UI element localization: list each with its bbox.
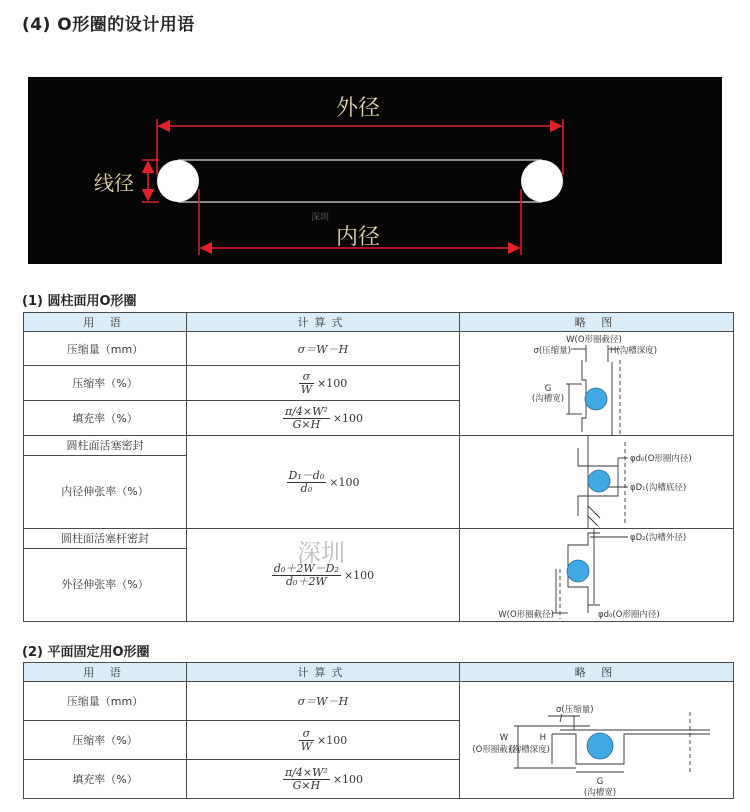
label-g2: (沟槽宽) [583, 788, 617, 798]
section1-table [23, 312, 734, 622]
diagram-piston-seal [460, 436, 734, 529]
formula-cell: 深圳 $\frac{\text{d₀＋2W－D₂}}{\text{d₀＋2W}}$ ×100 [187, 529, 460, 622]
diagram-flat-seal [460, 682, 734, 799]
formula-cell: $\frac{\sigma}{W}$ ×100 [187, 721, 460, 760]
diagram-cylindrical-basic [460, 332, 734, 436]
label-h: H(沟槽深度) [610, 346, 658, 356]
oring-dimension-panel [28, 77, 722, 264]
label-h: H [539, 733, 546, 743]
section2-table [23, 662, 734, 799]
label-g: G [544, 384, 552, 394]
groove-diagram-4 [460, 682, 734, 798]
term-cell: 压缩率（%） [24, 366, 187, 401]
term-label: 内径伸张率（%） [61, 485, 149, 498]
oring-section-icon [585, 388, 607, 410]
label-sigma: σ(压缩量) [533, 346, 571, 356]
label-g2: (沟槽宽) [531, 394, 565, 404]
inner-diameter-label: 内径 [335, 225, 381, 250]
header-formula: 计算式 [187, 663, 460, 682]
label-w2: (O形圈截径) [472, 745, 520, 755]
header-diagram: 略 图 [460, 313, 734, 332]
groove-diagram-3 [460, 529, 734, 622]
wire-diameter-label: 线径 [94, 171, 134, 195]
label-sigma: σ(压缩量) [556, 705, 594, 715]
label-d1: φD₁(沟槽底径) [630, 483, 687, 493]
formula-cell: $\frac{\sigma}{W}$ ×100 [187, 366, 460, 401]
label-d0: φd₀(O形圈内径) [598, 610, 660, 620]
faint-watermark: 深圳 [311, 213, 330, 223]
term-cell: 压缩量（mm） [24, 682, 187, 721]
label-h2: (沟槽深度) [509, 745, 550, 755]
term-cell: 填充率（%） [24, 401, 187, 436]
oring-section-icon [567, 560, 589, 582]
formula-cell: $\frac{\text{π/4×W²}}{G\times H}$ ×100 [187, 760, 460, 799]
label-w: W [499, 733, 509, 743]
ring-section-right [521, 160, 563, 202]
formula-cell: $\frac{\text{π/4×W²}}{G\times H}$ ×100 [187, 401, 460, 436]
section2-title: (2) 平面固定用O形圈 [22, 645, 150, 660]
label-w: W(O形圈截径) [498, 610, 554, 620]
term-cell-group [24, 436, 187, 529]
formula-cell: σ＝W－H [187, 332, 460, 366]
term-label: 外径伸张率（%） [61, 578, 149, 591]
header-term: 用 语 [24, 663, 187, 682]
oring-illustration [28, 77, 722, 264]
groove-diagram-1 [460, 332, 734, 436]
header-term: 用 语 [24, 313, 187, 332]
term-cell: 压缩率（%） [24, 721, 187, 760]
oring-section-icon [588, 470, 610, 492]
ring-section-left [157, 160, 199, 202]
label-g: G [596, 777, 604, 787]
groove-diagram-2 [460, 436, 734, 529]
term-cell: 填充率（%） [24, 760, 187, 799]
group-label: 圆柱面活塞密封 [24, 436, 186, 456]
formula-cell: σ＝W－H [187, 682, 460, 721]
label-d2: φD₂(沟槽外径) [630, 533, 687, 543]
section1-title: (1) 圆柱面用O形圈 [22, 294, 137, 309]
formula-cell: $\frac{\text{D₁－d₀}}{\text{d₀}}$ ×100 [187, 436, 460, 529]
watermark-text: 深圳 [297, 539, 345, 567]
group-label: 圆柱面活塞杆密封 [24, 529, 186, 549]
diagram-rod-seal [460, 529, 734, 622]
oring-section-icon [587, 733, 613, 759]
term-cell-group [24, 529, 187, 622]
term-cell: 压缩量（mm） [24, 332, 187, 366]
label-d0: φd₀(O形圈内径) [630, 454, 692, 464]
header-diagram: 略 图 [460, 663, 734, 682]
page-title: (4) O形圈的设计用语 [22, 15, 195, 35]
label-w: W(O形圈截径) [566, 335, 622, 345]
outer-diameter-label: 外径 [335, 96, 381, 121]
header-formula: 计算式 [187, 313, 460, 332]
